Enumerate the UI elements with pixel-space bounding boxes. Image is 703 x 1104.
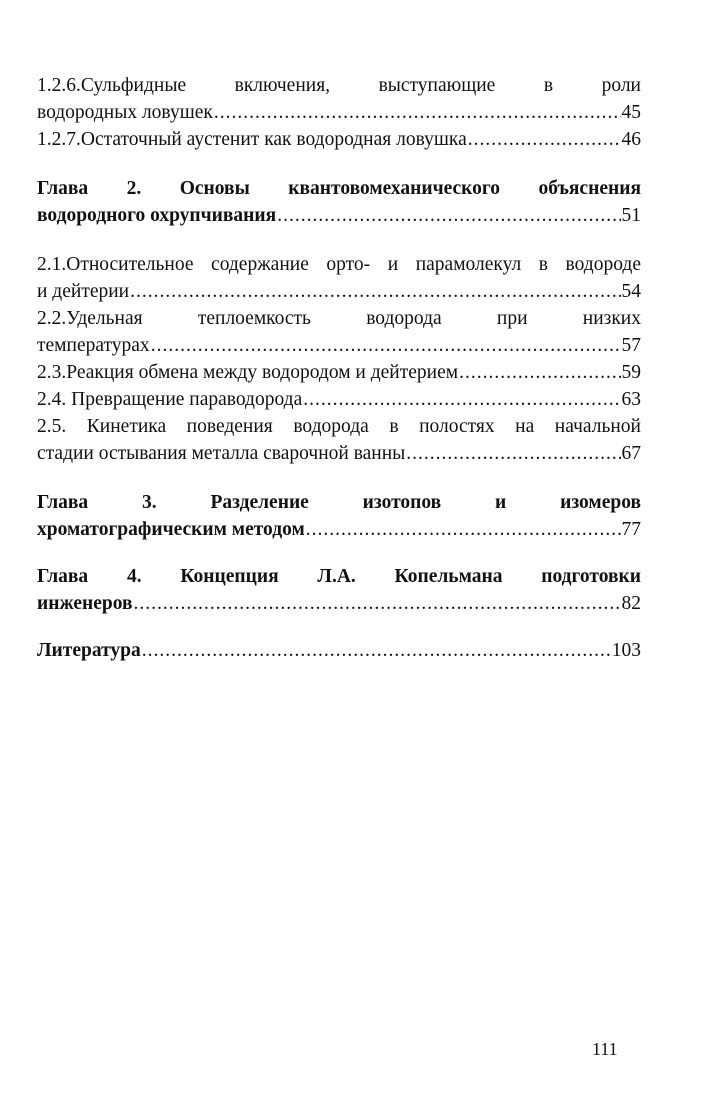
toc-entry-2-2-title: 2.2.Удельная теплоемкость водорода при низких — [37, 308, 641, 329]
toc-entry-text: водородного охрупчивания — [37, 205, 277, 226]
leader-dots — [130, 278, 620, 305]
toc-entry-2-2 — [37, 332, 641, 359]
toc-entry-text: водородных ловушек — [37, 102, 213, 123]
leader-dots — [214, 99, 621, 126]
toc-page-number: 45 — [621, 102, 641, 123]
toc-page-number: 67 — [621, 443, 641, 464]
leader-dots — [151, 332, 621, 359]
toc-entry-1-2-6 — [37, 99, 641, 126]
toc-entry-2-1 — [37, 278, 641, 305]
toc-entry-1-2-7 — [37, 126, 641, 153]
leader-dots — [303, 386, 620, 413]
table-of-contents — [37, 72, 641, 664]
toc-entry-2-1-title: 2.1.Относительное содержание орто- и парамолекул в водороде — [37, 254, 641, 275]
toc-page-number: 57 — [621, 335, 641, 356]
toc-chapter-2-title: Глава 2. Основы квантовомеханического объяснения — [37, 178, 641, 199]
toc-entry-text: 2.3.Реакция обмена между водородом и дейтерием — [37, 362, 459, 383]
leader-dots — [306, 516, 621, 543]
toc-chapter-4 — [37, 590, 641, 617]
leader-dots — [468, 126, 621, 153]
toc-entry-text: стадии остывания металла сварочной ванны — [37, 443, 406, 464]
toc-entry-2-5 — [37, 440, 641, 467]
toc-chapter-3-title: Глава 3. Разделение изотопов и изомеров — [37, 492, 641, 513]
toc-entry-text: Литература — [37, 640, 141, 661]
toc-entry-text: инженеров — [37, 593, 133, 614]
toc-entry-2-5-title: 2.5. Кинетика поведения водорода в полостях на начальной — [37, 416, 641, 437]
toc-entry-text: хроматографическим методом — [37, 519, 305, 540]
toc-entry-text: 1.2.7.Остаточный аустенит как водородная ловушка — [37, 129, 467, 150]
toc-page-number: 46 — [621, 129, 641, 150]
leader-dots — [459, 359, 620, 386]
toc-entry-2-3 — [37, 359, 641, 386]
leader-dots — [134, 590, 621, 617]
toc-chapter-2 — [37, 202, 641, 229]
toc-literature — [37, 637, 641, 664]
toc-page-number: 63 — [621, 389, 641, 410]
toc-page-number: 103 — [611, 640, 641, 661]
toc-entry-text: и дейтерии — [37, 281, 130, 302]
toc-entry-1-2-6-title: 1.2.6.Сульфидные включения, выступающие в роли — [37, 75, 641, 96]
toc-page-number: 54 — [621, 281, 641, 302]
page-number: 111 — [592, 1039, 618, 1059]
leader-dots — [142, 637, 611, 664]
toc-entry-text: температурах — [37, 335, 150, 356]
leader-dots — [406, 440, 620, 467]
toc-page-number: 82 — [621, 593, 641, 614]
toc-chapter-4-title: Глава 4. Концепция Л.А. Копельмана подготовки — [37, 566, 641, 587]
toc-page-number: 51 — [621, 205, 641, 226]
toc-page-number: 59 — [621, 362, 641, 383]
leader-dots — [277, 202, 620, 229]
toc-chapter-3 — [37, 516, 641, 543]
toc-page-number: 77 — [621, 519, 641, 540]
toc-entry-2-4 — [37, 386, 641, 413]
toc-entry-text: 2.4. Превращение параводорода — [37, 389, 303, 410]
